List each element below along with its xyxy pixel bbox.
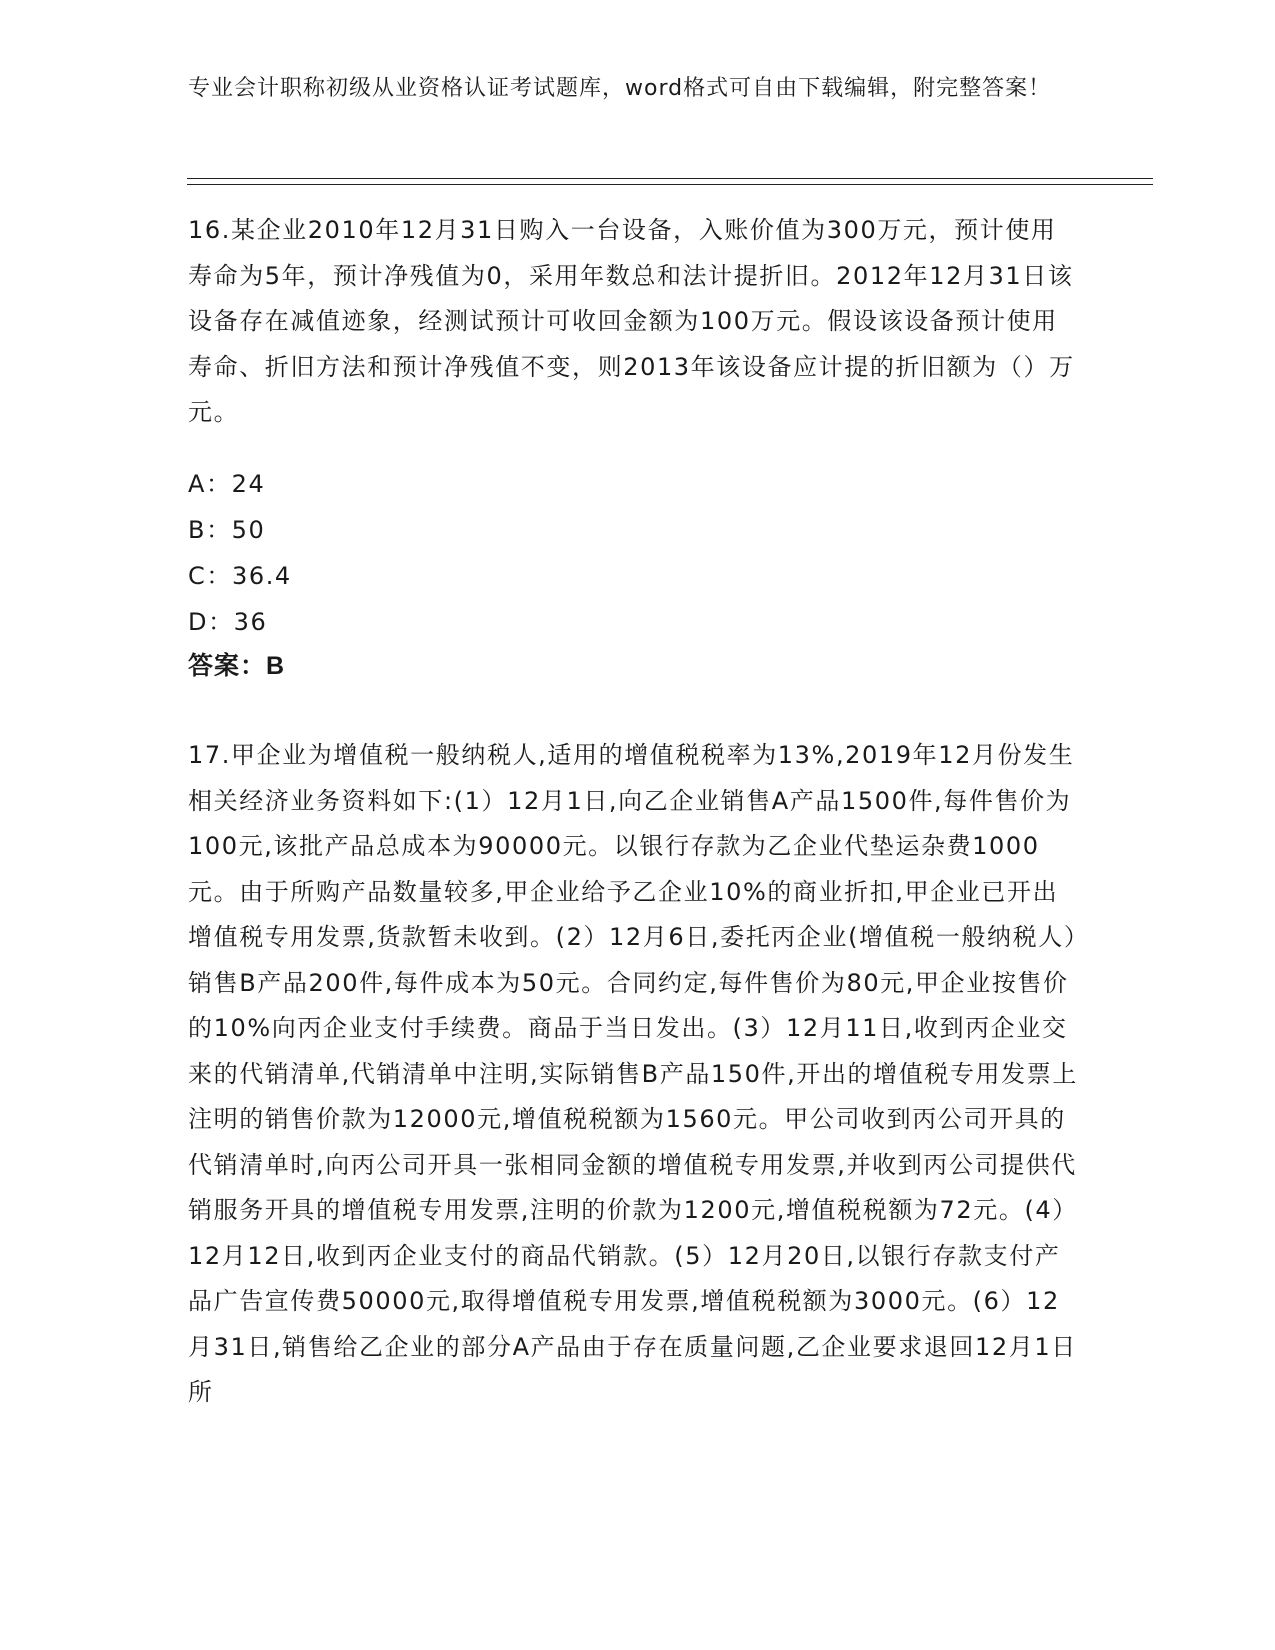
- question-16-stem: 16.某企业2010年12月31日购入一台设备，入账价值为300万元，预计使用寿命为5年，预计净残值为0，采用年数总和法计提折旧。2012年12月31日该设备存在减值迹象，经测试预计可收回金额为100万元。假设该设备预计使用寿命、折旧方法和预计净残值不变，则2013年该设备应计提的折旧额为（）万元。: [188, 216, 1075, 426]
- question-16-answer: 答案：B: [188, 652, 286, 680]
- page-header: 专业会计职称初级从业资格认证考试题库，word格式可自由下载编辑，附完整答案！: [188, 76, 1052, 101]
- header-divider-top: [187, 178, 1153, 179]
- question-16-options: [188, 461, 292, 645]
- option-d: D：36: [188, 608, 268, 636]
- question-17-stem: 17.甲企业为增值税一般纳税人,适用的增值税税率为13%,2019年12月份发生相关经济业务资料如下:(1）12月1日,向乙企业销售A产品1500件,每件售价为100元,该批产品总成本为90000元。以银行存款为乙企业代垫运杂费1000元。由于所购产品数量较多,甲企业给予乙企业10%的商业折扣,甲企业已开出增值税专用发票,货款暂未收到。(2）12月6日,委托丙企业(增值税一般纳税人）销售B产品200件,每件成本为50元。合同约定,每件售价为80元,甲企业按售价的10%向丙企业支付手续费。商品于当日发出。(3）12月11日,收到丙企业交来的代销清单,代销清单中注明,实际销售B产品150件,开出的增值税专用发票上注明的销售价款为12000元,增值税税额为1560元。甲公司收到丙公司开具的代销清单时,向丙公司开具一张相同金额的增值税专用发票,并收到丙公司提供代销服务开具的增值税专用发票,注明的价款为1200元,增值税税额为72元。(4）12月12日,收到丙企业支付的商品代销款。(5）12月20日,以银行存款支付产品广告宣传费50000元,取得增值税专用发票,增值税税额为3000元。(6）12月31日,销售给乙企业的部分A产品由于存在质量问题,乙企业要求退回12月1日所: [188, 741, 1078, 1406]
- option-c: C：36.4: [188, 562, 292, 590]
- option-b: B：50: [188, 516, 266, 544]
- option-a: A：24: [188, 470, 266, 498]
- header-divider-bottom: [187, 184, 1153, 185]
